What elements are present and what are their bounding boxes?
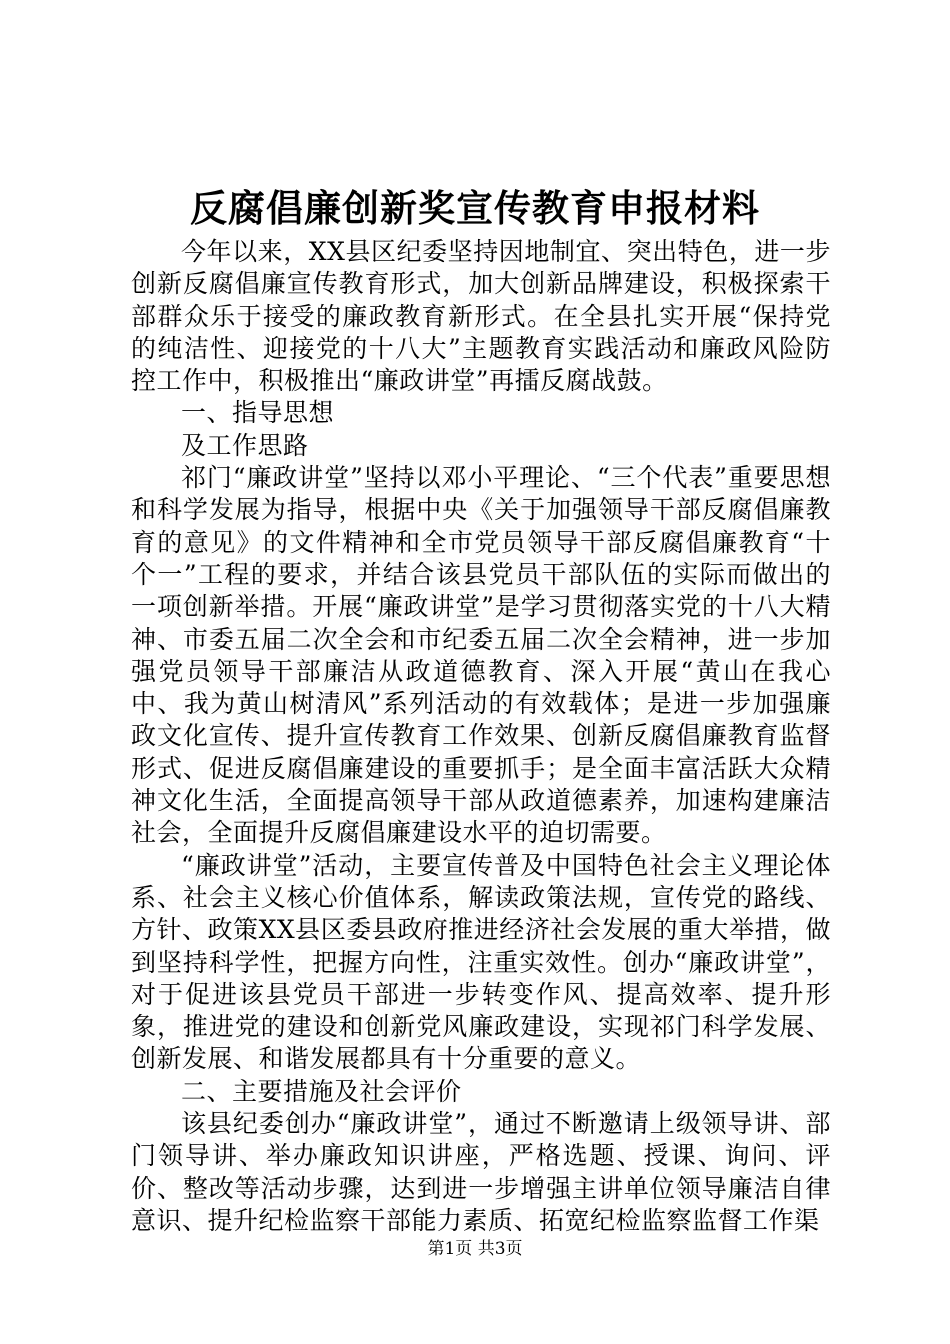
page-number: 第1页 共3页 [427, 1239, 523, 1259]
paragraph-activity-content: “廉政讲堂”活动，主要宣传普及中国特色社会主义理论体系、社会主义核心价值体系，解读政策法规，宣传党的路线、方针、政策XX县区委县政府推进经济社会发展的重大举措，做到坚持科学性，把握方向性，注重实效性。创办“廉政讲堂”，对于促进该县党员干部进一步转变作风、提高效率、提升形象，推进党的建设和创新党风廉政建设，实现祁门科学发展、创新发展、和谐发展都具有十分重要的意义。 [131, 850, 831, 1074]
paragraph-intro: 今年以来，XX县区纪委坚持因地制宜、突出特色，进一步创新反腐倡廉宣传教育形式，加大创新品牌建设，积极探索干部群众乐于接受的廉政教育新形式。在全县扎实开展“保持党的纯洁性、迎接党的十八大”主题教育实践活动和廉政风险防控工作中，积极推出“廉政讲堂”再擂反腐战鼓。 [131, 237, 831, 396]
paragraph-measures: 该县纪委创办“廉政讲堂”，通过不断邀请上级领导讲、部门领导讲、举办廉政知识讲座，严格选题、授课、询问、评价、整改等活动步骤，达到进一步增强主讲单位领导廉洁自律意识、提升纪检监察干部能力素质、拓宽纪检监察监督工作渠 [131, 1109, 831, 1235]
paragraph-guiding-thought: 祁门“廉政讲堂”坚持以邓小平理论、“三个代表”重要思想和科学发展为指导，根据中央《关于加强领导干部反腐倡廉教育的意见》的文件精神和全市党员领导干部反腐倡廉教育“十个一”工程的要求，并结合该县党员干部队伍的实际而做出的一项创新举措。开展“廉政讲堂”是学习贯彻落实党的十八大精神、市委五届二次全会和市纪委五届二次全会精神，进一步加强党员领导干部廉洁从政道德教育、深入开展“黄山在我心中、我为黄山树清风”系列活动的有效载体；是进一步加强廉政文化宣传、提升宣传教育工作效果、创新反腐倡廉教育监督形式、促进反腐倡廉建设的重要抓手；是全面丰富活跃大众精神文化生活，全面提高领导干部从政道德素养，加速构建廉洁社会，全面提升反腐倡廉建设水平的迫切需要。 [131, 463, 831, 848]
section-heading-work-approach: 及工作思路 [181, 430, 309, 460]
document-body [131, 236, 831, 1237]
section-heading-measures: 二、主要措施及社会评价 [181, 1076, 462, 1106]
document-title: 反腐倡廉创新奖宣传教育申报材料 [190, 186, 760, 230]
section-heading-guiding-thought: 一、指导思想 [181, 398, 335, 428]
